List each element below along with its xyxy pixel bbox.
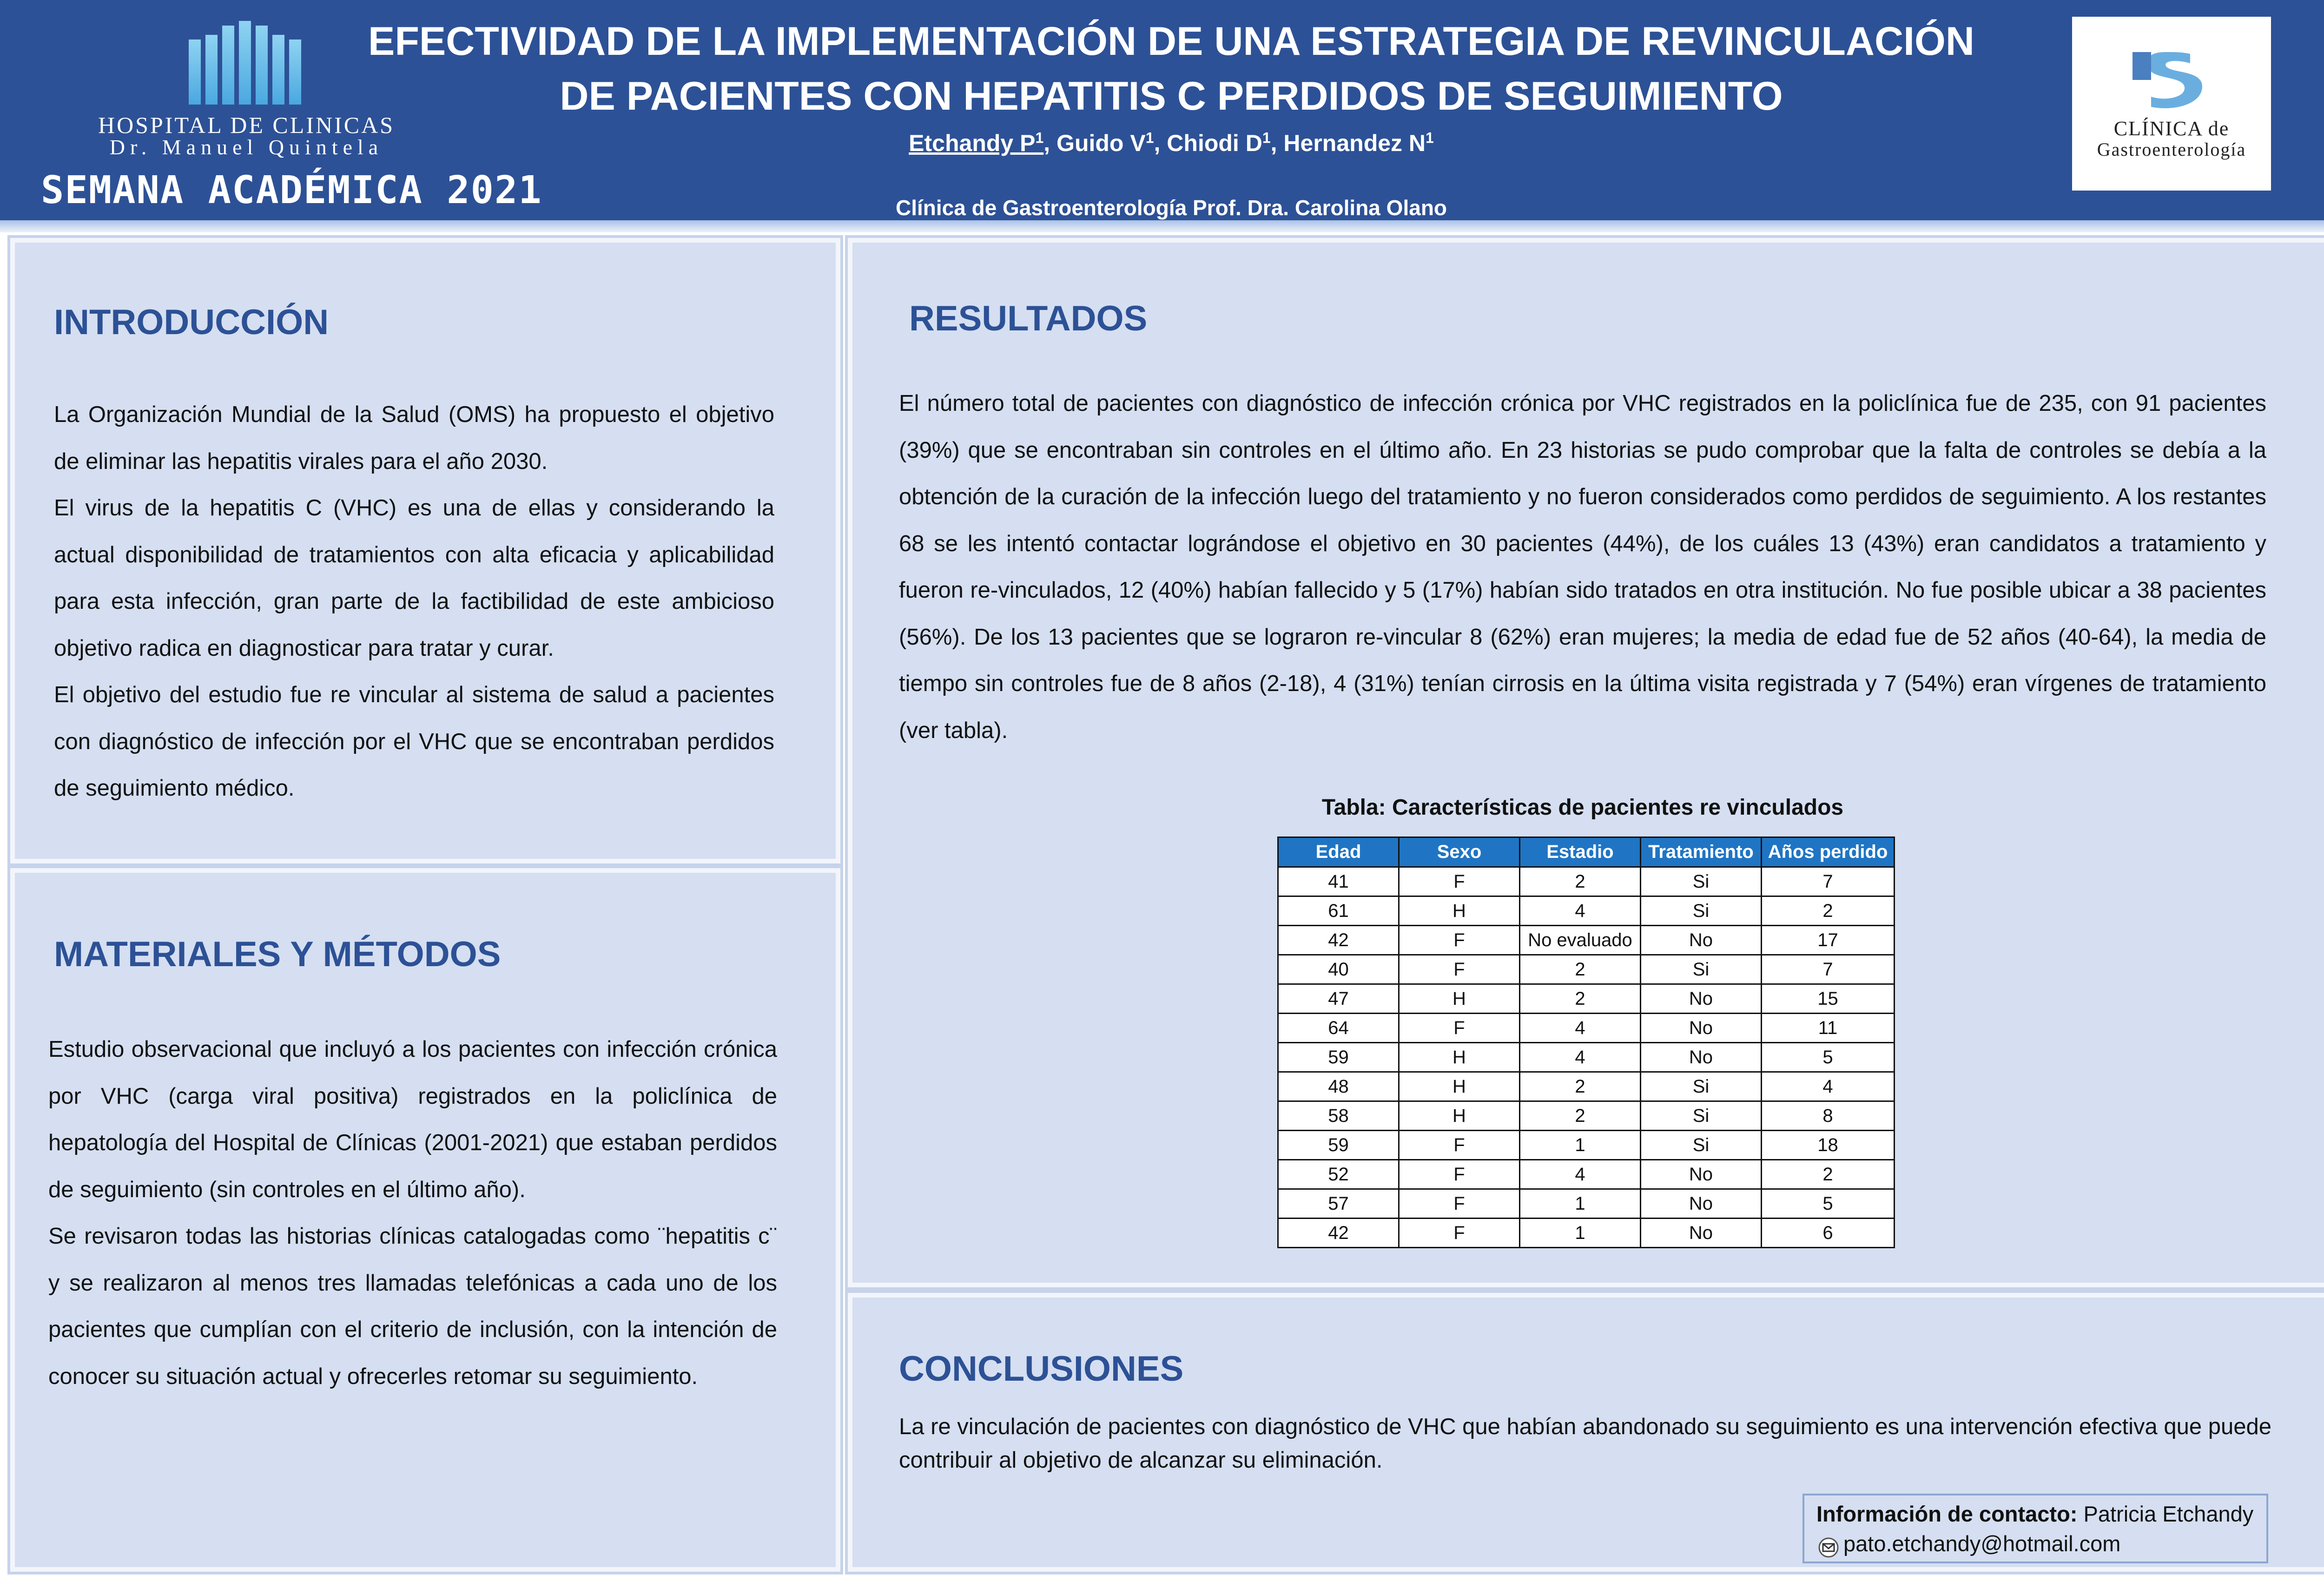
author: Chiodi $D^1$ xyxy=(1167,129,1271,156)
table-cell: Si xyxy=(1641,896,1762,926)
table-cell: 41 xyxy=(1278,867,1399,896)
table-cell: 6 xyxy=(1762,1219,1895,1248)
table-cell: 18 xyxy=(1762,1131,1895,1160)
table-cell: F xyxy=(1399,1160,1520,1189)
table-cell: No xyxy=(1641,1160,1762,1189)
table-cell: H xyxy=(1399,1072,1520,1101)
table-cell: No xyxy=(1641,1189,1762,1219)
table-row xyxy=(1278,1160,1895,1189)
clinic-s-logo-icon xyxy=(2133,49,2211,110)
table-cell: H xyxy=(1399,1043,1520,1072)
table-row xyxy=(1278,1101,1895,1131)
table-row xyxy=(1278,926,1895,955)
author-list: Etchandy $P^1$, Guido $V^1$, Chiodi $D^1$, Hernandez $N^1$ xyxy=(909,129,1434,156)
contact-email[interactable]: pato.etchandy@hotmail.com xyxy=(1843,1531,2121,1556)
table-cell: No xyxy=(1641,1219,1762,1248)
author: Guido $V^1$ xyxy=(1056,129,1154,156)
table-row xyxy=(1278,984,1895,1014)
table-cell: F xyxy=(1399,1219,1520,1248)
table-cell: Si xyxy=(1641,867,1762,896)
column-header: Estadio xyxy=(1520,837,1641,867)
table-cell: F xyxy=(1399,1189,1520,1219)
table-cell: 57 xyxy=(1278,1189,1399,1219)
table-cell: F xyxy=(1399,867,1520,896)
paragraph: Se revisaron todas las historias clínicas catalogadas como ¨hepatitis c¨ y se realizaron al menos tres llamadas telefónicas a cada uno de los pacientes que cumplían con el criterio de inclusión, con la intención de conocer su situación actual y ofrecerles retomar su seguimiento. xyxy=(48,1224,777,1389)
contact-label: Información de contacto: xyxy=(1816,1502,2078,1526)
paragraph: Estudio observacional que incluyó a los pacientes con infección crónica por VHC (carga viral positiva) registrados en la policlínica de hepatología del Hospital de Clínicas (2001-2021) que estaban perdidos de seguimiento (sin controles en el último año). xyxy=(48,1037,777,1202)
presenting-author: Etchandy $P^1$ xyxy=(909,129,1044,156)
table-row xyxy=(1278,896,1895,926)
table-row xyxy=(1278,1131,1895,1160)
table-row xyxy=(1278,1014,1895,1043)
paragraph: El virus de la hepatitis C (VHC) es una de ellas y considerando la actual disponibilidad de tratamientos con alta eficacia y aplicabilidad para esta infección, gran parte de la factibilidad de este ambicioso objetivo radica en diagnosticar para tratar y curar. xyxy=(54,495,774,661)
table-cell: F xyxy=(1399,1014,1520,1043)
table-cell: 17 xyxy=(1762,926,1895,955)
column-header: Sexo xyxy=(1399,837,1520,867)
table-cell: 2 xyxy=(1762,896,1895,926)
column-header: Edad xyxy=(1278,837,1399,867)
conclusions-text: La re vinculación de pacientes con diagnóstico de VHC que habían abandonado su seguimiento es una intervención efectiva que puede contribuir al objetivo de alcanzar su eliminación. xyxy=(899,1414,2271,1473)
table-cell: 1 xyxy=(1520,1219,1641,1248)
column-header: Años perdido xyxy=(1762,837,1895,867)
results-text xyxy=(899,380,2266,754)
table-cell: Si xyxy=(1641,1101,1762,1131)
table-header-row xyxy=(1278,837,1895,867)
contact-name: Patricia Etchandy xyxy=(2083,1502,2254,1526)
clinic-logo xyxy=(2072,17,2271,191)
table-cell: H xyxy=(1399,984,1520,1014)
paragraph: El objetivo del estudio fue re vincular al sistema de salud a pacientes con diagnóstico de infección por el VHC que se encontraban perdidos de seguimiento médico. xyxy=(54,682,774,801)
title-line-2: DE PACIENTES CON HEPATITIS C PERDIDOS DE SEGUIMIENTO xyxy=(560,74,1783,119)
event-name: SEMANA ACADÉMICA 2021 xyxy=(41,168,542,212)
table-cell: 2 xyxy=(1520,1072,1641,1101)
header-divider xyxy=(0,220,2324,232)
table-row xyxy=(1278,1189,1895,1219)
table-cell: No evaluado xyxy=(1520,926,1641,955)
table-cell: 42 xyxy=(1278,1219,1399,1248)
envelope-icon xyxy=(1818,1537,1839,1558)
table-cell: 2 xyxy=(1520,955,1641,984)
table-row xyxy=(1278,1043,1895,1072)
table-cell: Si xyxy=(1641,955,1762,984)
table-cell: 7 xyxy=(1762,955,1895,984)
table-row xyxy=(1278,867,1895,896)
table-cell: 15 xyxy=(1762,984,1895,1014)
table-cell: No xyxy=(1641,1043,1762,1072)
table-cell: 5 xyxy=(1762,1189,1895,1219)
table-cell: 64 xyxy=(1278,1014,1399,1043)
clinic-name: CLÍNICA de xyxy=(2113,117,2230,140)
table-cell: 52 xyxy=(1278,1160,1399,1189)
table-cell: 58 xyxy=(1278,1101,1399,1131)
table-cell: 42 xyxy=(1278,926,1399,955)
column-header: Tratamiento xyxy=(1641,837,1762,867)
patients-table xyxy=(1277,837,1895,1248)
table-caption: Tabla: Características de pacientes re vinculados xyxy=(1321,795,1844,820)
table-cell: 8 xyxy=(1762,1101,1895,1131)
table-cell: 59 xyxy=(1278,1043,1399,1072)
table-cell: H xyxy=(1399,1101,1520,1131)
hospital-name: HOSPITAL DE CLINICAS xyxy=(98,112,395,138)
table-cell: 2 xyxy=(1762,1160,1895,1189)
table-row xyxy=(1278,955,1895,984)
header xyxy=(0,0,2324,220)
table-cell: No xyxy=(1641,984,1762,1014)
table-cell: 48 xyxy=(1278,1072,1399,1101)
affiliation: Clínica de Gastroenterología Prof. Dra. Carolina Olano xyxy=(895,196,1447,220)
table-cell: 61 xyxy=(1278,896,1399,926)
table-cell: 2 xyxy=(1520,984,1641,1014)
methods-panel xyxy=(10,868,840,1572)
table-cell: No xyxy=(1641,926,1762,955)
author: Hernandez $N^1$ xyxy=(1283,129,1434,156)
table-cell: 2 xyxy=(1520,867,1641,896)
hospital-building-icon xyxy=(187,21,303,105)
clinic-subtitle: Gastroenterología xyxy=(2097,139,2246,160)
contact-info xyxy=(1816,1501,2253,1527)
paragraph: La Organización Mundial de la Salud (OMS) ha propuesto el objetivo de eliminar las hepatitis virales para el año 2030. xyxy=(54,402,774,474)
poster-title xyxy=(353,14,1989,124)
table-cell: 59 xyxy=(1278,1131,1399,1160)
table-cell: 7 xyxy=(1762,867,1895,896)
results-title: RESULTADOS xyxy=(909,299,1148,338)
table-cell: 2 xyxy=(1520,1101,1641,1131)
table-cell: No xyxy=(1641,1014,1762,1043)
table-cell: 4 xyxy=(1520,896,1641,926)
table-cell: Si xyxy=(1641,1131,1762,1160)
table-cell: 47 xyxy=(1278,984,1399,1014)
table-cell: F xyxy=(1399,926,1520,955)
table-cell: 5 xyxy=(1762,1043,1895,1072)
table-cell: H xyxy=(1399,896,1520,926)
table-cell: 4 xyxy=(1520,1014,1641,1043)
table-cell: 1 xyxy=(1520,1131,1641,1160)
table-cell: 4 xyxy=(1520,1160,1641,1189)
table-cell: 1 xyxy=(1520,1189,1641,1219)
contact-box xyxy=(1802,1494,2268,1563)
table-cell: 4 xyxy=(1520,1043,1641,1072)
table-cell: F xyxy=(1399,1131,1520,1160)
table-cell: 40 xyxy=(1278,955,1399,984)
methods-title: MATERIALES Y MÉTODOS xyxy=(54,935,501,974)
table-cell: Si xyxy=(1641,1072,1762,1101)
introduction-title: INTRODUCCIÓN xyxy=(54,303,329,342)
table-cell: 4 xyxy=(1762,1072,1895,1101)
introduction-panel xyxy=(10,238,840,863)
paragraph: El número total de pacientes con diagnóstico de infección crónica por VHC registrados en la policlínica fue de 235, con 91 pacientes (39%) que se encontraban sin controles en el último año. En 23 historias se pudo comprobar que la falta de controles se debía a la obtención de la curación de la infección luego del tratamiento y no fueron considerados como perdidos de seguimiento. A los restantes 68 se les intentó contactar lográndose el objetivo en 30 pacientes (44%), de los cuáles 13 (43%) eran candidatos a tratamiento y fueron re-vinculados, 12 (40%) habían fallecido y 5 (17%) habían sido tratados en otra institución. No fue posible ubicar a 38 pacientes (56%). De los 13 pacientes que se lograron re-vincular 8 (62%) eran mujeres; la media de edad fue de 52 años (40-64), la media de tiempo sin controles fue de 8 años (2-18), 4 (31%) tenían cirrosis en la última visita registrada y 7 (54%) eran vírgenes de tratamiento (ver tabla). xyxy=(899,391,2266,743)
table-cell: F xyxy=(1399,955,1520,984)
table-row xyxy=(1278,1072,1895,1101)
table-row xyxy=(1278,1219,1895,1248)
hospital-subtitle: Dr. Manuel Quintela xyxy=(109,135,383,159)
conclusions-title: CONCLUSIONES xyxy=(899,1349,1184,1389)
title-line-1: EFECTIVIDAD DE LA IMPLEMENTACIÓN DE UNA ESTRATEGIA DE REVINCULACIÓN xyxy=(368,19,1974,64)
table-cell: 11 xyxy=(1762,1014,1895,1043)
methods-text xyxy=(48,1026,777,1400)
introduction-text xyxy=(54,391,774,812)
